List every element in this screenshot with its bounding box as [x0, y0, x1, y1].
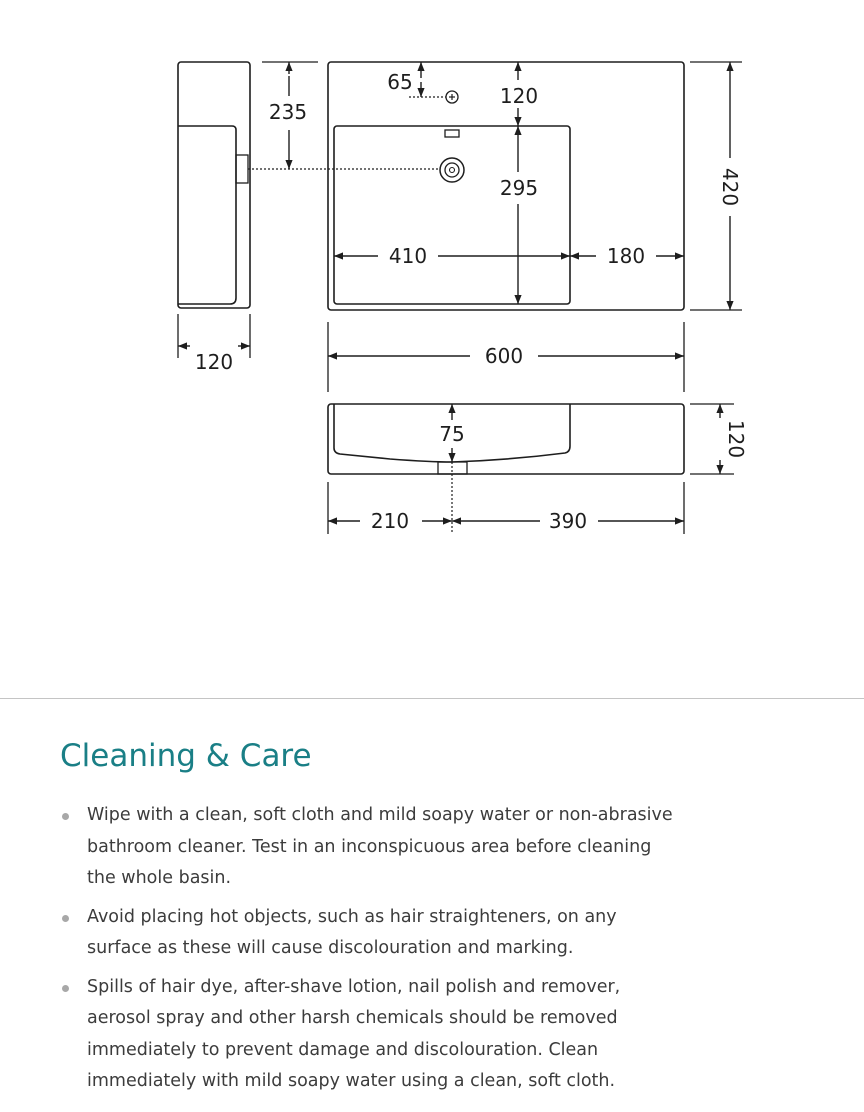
care-item-text: Spills of hair dye, after-shave lotion, nail polish and remover, aerosol spray and other harsh chemicals should be removed immediately to prevent damage and discolouration. Clean immediately with mild soapy water using a clean, soft cloth.	[87, 976, 621, 1091]
cleaning-care-heading: Cleaning & Care	[60, 738, 312, 774]
care-list-item	[60, 972, 680, 1098]
dim-295: 295	[499, 176, 539, 200]
dim-75: 75	[439, 422, 465, 446]
front-view	[328, 404, 684, 474]
bullet-icon	[62, 915, 69, 922]
care-item-text: Avoid placing hot objects, such as hair straighteners, on any surface as these will cause discolouration and marking.	[87, 906, 617, 958]
dim-65: 65	[387, 70, 413, 94]
side-view	[178, 62, 250, 308]
cleaning-care-list	[60, 800, 680, 1105]
bullet-icon	[62, 813, 69, 820]
section-divider	[0, 698, 864, 699]
dim-210: 210	[370, 509, 410, 533]
dim-top-120: 120	[499, 84, 539, 108]
dim-390: 390	[548, 509, 588, 533]
dim-side-120: 120	[194, 350, 234, 374]
bullet-icon	[62, 985, 69, 992]
care-list-item	[60, 800, 680, 895]
dim-410: 410	[388, 244, 428, 268]
dim-front-120: 120	[724, 419, 748, 459]
dim-420: 420	[718, 167, 742, 207]
care-item-text: Wipe with a clean, soft cloth and mild soapy water or non-abrasive bathroom cleaner. Test in an inconspicuous area before cleaning the whole basin.	[87, 805, 673, 888]
dim-600: 600	[484, 344, 524, 368]
care-list-item	[60, 902, 680, 965]
dim-235: 235	[268, 100, 308, 124]
dim-180: 180	[606, 244, 646, 268]
